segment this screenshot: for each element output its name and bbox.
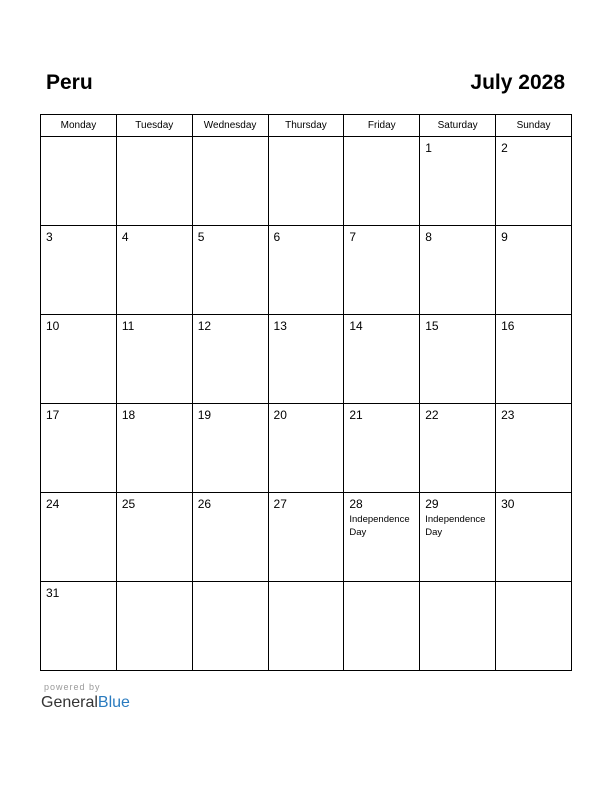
week-row (41, 493, 572, 582)
day-cell (192, 315, 268, 404)
day-number: 23 (501, 408, 515, 422)
empty-day-cell (268, 137, 344, 226)
day-cell (192, 226, 268, 315)
brand-blue-text: Blue (97, 694, 130, 711)
day-number: 25 (121, 497, 136, 511)
day-number: 30 (501, 497, 515, 511)
calendar-grid (40, 114, 572, 671)
week-row (41, 137, 572, 226)
day-cell (496, 404, 572, 493)
day-number: 18 (121, 408, 136, 422)
weekday-header: Saturday (420, 115, 496, 137)
weekday-header: Wednesday (192, 115, 268, 137)
day-cell (268, 493, 344, 582)
day-number: 22 (425, 408, 439, 422)
empty-day-cell (344, 137, 420, 226)
holiday-label: Independence Day (349, 514, 410, 538)
day-number: 11 (121, 319, 135, 333)
weekday-header: Tuesday (116, 115, 192, 137)
day-number: 6 (273, 230, 281, 244)
day-number: 2 (501, 141, 508, 155)
day-cell (116, 404, 192, 493)
day-cell (420, 315, 496, 404)
day-cell (420, 404, 496, 493)
day-number: 3 (46, 230, 53, 244)
day-cell (116, 493, 192, 582)
day-number: 26 (197, 497, 212, 511)
day-number: 12 (197, 319, 212, 333)
day-cell (41, 315, 117, 404)
empty-day-cell (268, 582, 344, 671)
weekday-header: Friday (344, 115, 420, 137)
day-cell (116, 226, 192, 315)
day-cell (420, 137, 496, 226)
day-number: 4 (121, 230, 129, 244)
empty-day-cell (192, 137, 268, 226)
empty-day-cell (116, 582, 192, 671)
day-number: 9 (501, 230, 508, 244)
day-cell (496, 493, 572, 582)
week-row (41, 582, 572, 671)
week-row (41, 404, 572, 493)
day-cell (41, 582, 117, 671)
day-number: 10 (46, 319, 60, 333)
empty-day-cell (420, 582, 496, 671)
weekday-header-row (41, 115, 572, 137)
day-cell (420, 493, 496, 582)
day-number: 13 (273, 319, 287, 333)
weekday-header: Monday (41, 115, 117, 137)
day-cell (344, 315, 420, 404)
day-number: 20 (273, 408, 287, 422)
week-row (41, 315, 572, 404)
day-number: 28 (349, 497, 363, 511)
day-number: 17 (46, 408, 60, 422)
day-cell (116, 315, 192, 404)
day-cell (344, 226, 420, 315)
empty-day-cell (192, 582, 268, 671)
powered-by-text: powered by (44, 682, 101, 692)
month-title: July 2028 (470, 71, 565, 94)
day-cell (41, 404, 117, 493)
empty-day-cell (344, 582, 420, 671)
day-number: 31 (46, 586, 60, 600)
weekday-header: Sunday (496, 115, 572, 137)
day-cell (192, 493, 268, 582)
day-cell (344, 404, 420, 493)
country-title: Peru (46, 71, 93, 94)
day-number: 15 (425, 319, 439, 333)
day-number: 16 (501, 319, 515, 333)
week-row (41, 226, 572, 315)
day-number: 1 (425, 141, 432, 155)
day-cell (268, 404, 344, 493)
day-cell (41, 493, 117, 582)
day-cell (268, 315, 344, 404)
day-cell (496, 137, 572, 226)
day-number: 29 (425, 497, 439, 511)
day-cell (192, 404, 268, 493)
empty-day-cell (496, 582, 572, 671)
brand-logo (41, 694, 130, 712)
day-cell (344, 493, 420, 582)
empty-day-cell (41, 137, 117, 226)
brand-general-text: General (41, 694, 98, 711)
day-number: 5 (197, 230, 205, 244)
empty-day-cell (116, 137, 192, 226)
day-cell (41, 226, 117, 315)
day-number: 27 (273, 497, 287, 511)
day-cell (496, 315, 572, 404)
day-number: 24 (46, 497, 60, 511)
day-number: 7 (349, 230, 357, 244)
day-cell (420, 226, 496, 315)
weekday-header: Thursday (268, 115, 344, 137)
day-cell (496, 226, 572, 315)
day-number: 8 (425, 230, 432, 244)
holiday-label: Independence Day (425, 514, 486, 538)
day-number: 14 (349, 319, 363, 333)
day-cell (268, 226, 344, 315)
day-number: 19 (197, 408, 212, 422)
day-number: 21 (349, 408, 363, 422)
